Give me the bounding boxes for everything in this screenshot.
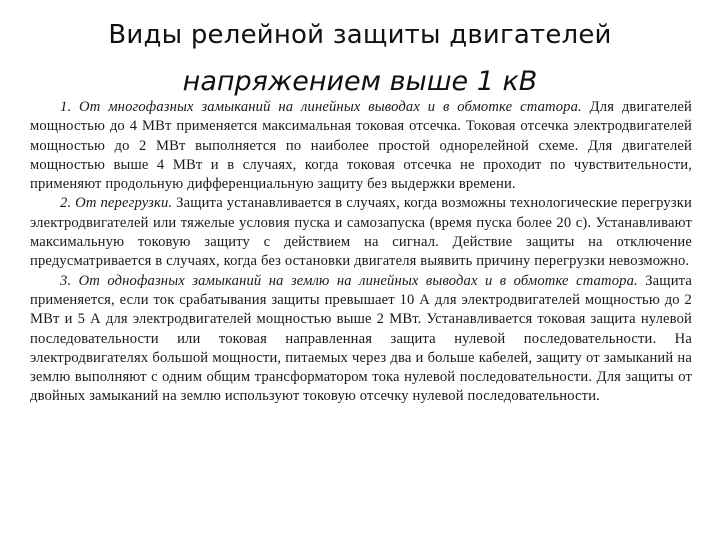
paragraph-2-heading: 2. От перегрузки. <box>60 195 173 212</box>
paragraph-3-heading: 3. От однофазных замыканий на землю на линейных выводах и в обмотке статора. <box>60 272 638 289</box>
paragraph-1-heading: 1. От многофазных замыканий на линейных выводах и в обмотке статора. <box>60 99 582 115</box>
slide-title: Виды релейной защиты двигателей <box>108 20 612 50</box>
paragraph-3-body: Защита применяется, если ток срабатывания защиты превышает 10 А для электродвигателей мощностью до 2 МВт и 5 А для электродвигателей мощностью выше 2 МВт. Устанавливается токовая защита нулевой последовательности или токовая направленная защита нулевой последовательности. На электродвигателях большой мощности, питаемых через два и больше кабелей, защиту от замыканий на землю выполняют с одним общим трансформатором тока нулевой последовательности. Для защиты от двойных замыканий на землю используют токовую отсечку нулевой последовательности. <box>30 272 692 405</box>
paragraph-1 <box>30 98 692 194</box>
paragraph-3 <box>30 272 692 407</box>
paragraph-2-body: Защита устанавливается в случаях, когда возможны технологические перегрузки электродвигателей или тяжелые условия пуска и самозапуска (время пуска более 20 с). Устанавливают максимальную токовую защиту с действием на сигнал. Действие защиты на отключение предусматривается в случаях, когда без остановки двигателя выявить причину перегрузки невозможно. <box>30 195 692 270</box>
slide-subtitle: напряжением выше 1 кВ <box>182 66 538 97</box>
paragraph-2 <box>30 194 692 271</box>
paragraph-1-body: Для двигателей мощностью до 4 МВт применяется максимальная токовая отсечка. Токовая отсечка электродвигателей мощностью до 2 МВт выполняется по наиболее простой однорелейной схеме. Для двигателей мощностью выше 4 МВт и в случаях, когда токовая отсечка не проходит по чувствительности, применяют продольную дифференциальную защиту без выдержки времени. <box>30 99 692 193</box>
scanned-text-image <box>30 98 692 528</box>
